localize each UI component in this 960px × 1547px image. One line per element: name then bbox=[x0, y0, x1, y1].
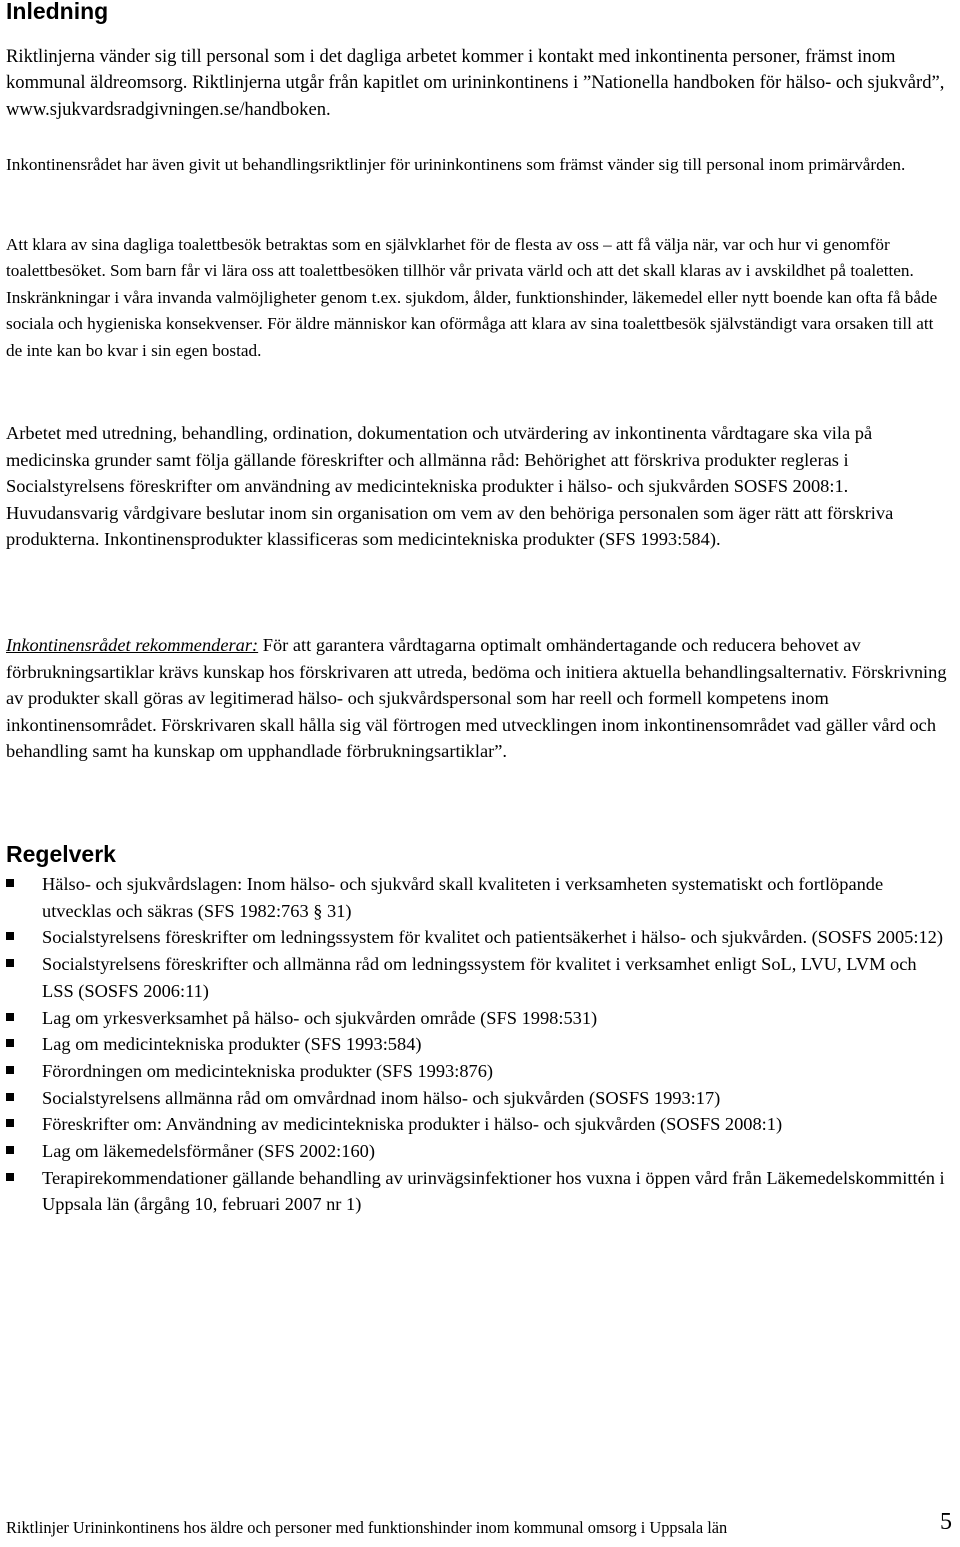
page-number: 5 bbox=[940, 1509, 952, 1535]
square-bullet-icon bbox=[6, 1119, 14, 1127]
square-bullet-icon bbox=[6, 1013, 14, 1021]
square-bullet-icon bbox=[6, 1066, 14, 1074]
square-bullet-icon bbox=[6, 879, 14, 887]
list-item: Lag om läkemedelsförmåner (SFS 2002:160) bbox=[6, 1138, 950, 1165]
paragraph-rekommendation bbox=[6, 632, 950, 765]
list-item: Förordningen om medicintekniska produkter (SFS 1993:876) bbox=[6, 1058, 950, 1085]
recommendation-text: För att garantera vårdtagarna optimalt omhändertagande och reducera behovet av förbrukningsartiklar krävs kunskap hos förskrivaren att utreda, bedöma och initiera aktuella behandlingsalternativ. Förskrivning av produkter skall göras av legitimerad hälso- och sjukvårdspersonal som har reell och formell kompetens inom inkontinensområdet. Förskrivaren skall hålla sig väl förtrogen med utvecklingen inom inkontinensområdet vad gäller vård och behandling samt ha kunskap om upphandlade förbrukningsartiklar”. bbox=[6, 635, 947, 762]
list-item: Socialstyrelsens föreskrifter och allmänna råd om ledningssystem för kvalitet i verksamhet enligt SoL, LVU, LVM och LSS (SOSFS 2006:11) bbox=[6, 951, 950, 1004]
square-bullet-icon bbox=[6, 1093, 14, 1101]
list-item: Lag om medicintekniska produkter (SFS 1993:584) bbox=[6, 1031, 950, 1058]
square-bullet-icon bbox=[6, 959, 14, 967]
paragraph-arbetet-part1: Arbetet med utredning, behandling, ordination, dokumentation och utvärdering av inkontinenta vårdtagare ska vila på medicinska grunder samt följa gällande föreskrifter och allmänna råd: Behörighet att förskriva produkter regleras i Socialstyrelsens föreskrifter om användning av medicintekniska produkter i hälso- och sjukvården SOSFS 2008:1. bbox=[6, 423, 873, 497]
square-bullet-icon bbox=[6, 932, 14, 940]
list-item: Socialstyrelsens allmänna råd om omvårdnad inom hälso- och sjukvården (SOSFS 1993:17) bbox=[6, 1085, 950, 1112]
list-item: Hälso- och sjukvårdslagen: Inom hälso- och sjukvård skall kvaliteten i verksamheten systematiskt och fortlöpande utvecklas och säkras (SFS 1982:763 § 31) bbox=[6, 871, 950, 924]
paragraph-toalettbesok: Att klara av sina dagliga toalettbesök betraktas som en självklarhet för de flesta av oss – att få välja när, var och hur vi genomför toalettbesöket. Som barn får vi lära oss att toalettbesöken tillhör vår privata värld och att det skall klaras av i avskildhet på toaletten. Inskränkningar i våra invanda valmöjligheter genom t.ex. sjukdom, ålder, funktionshinder, läkemedel eller nytt boende kan ofta få både sociala och hygieniska konsekvenser. För äldre människor kan oförmåga att klara av sina toalettbesök självständigt vara orsaken till att de inte kan bo kvar i sin egen bostad. bbox=[6, 235, 938, 360]
regelverk-list bbox=[6, 871, 950, 1218]
square-bullet-icon bbox=[6, 1146, 14, 1154]
page-footer bbox=[6, 1509, 952, 1539]
paragraph-arbetet bbox=[6, 420, 950, 553]
document-page bbox=[6, 0, 950, 1547]
paragraph-arbetet-part2: Huvudansvarig vårdgivare beslutar inom sin organisation om vem av den behöriga personalen som äger rätt att förskriva produkterna. Inkontinensprodukter klassificeras som medicintekniska produkter (SFS 1993:584). bbox=[6, 502, 894, 550]
paragraph-inkontinensradet: Inkontinensrådet har även givit ut behandlingsriktlinjer för urininkontinens som främst vänder sig till personal inom primärvården. bbox=[6, 155, 906, 174]
list-item: Lag om yrkesverksamhet på hälso- och sjukvården område (SFS 1998:531) bbox=[6, 1005, 950, 1032]
footer-text: Riktlinjer Urininkontinens hos äldre och personer med funktionshinder inom kommunal omsorg i Uppsala län bbox=[6, 1518, 728, 1537]
recommendation-lead: Inkontinensrådet rekommenderar: bbox=[6, 635, 259, 655]
heading-regelverk: Regelverk bbox=[6, 841, 116, 867]
square-bullet-icon bbox=[6, 1039, 14, 1047]
square-bullet-icon bbox=[6, 1173, 14, 1181]
heading-inledning: Inledning bbox=[6, 0, 109, 24]
list-item: Föreskrifter om: Användning av medicintekniska produkter i hälso- och sjukvården (SOSFS 2008:1) bbox=[6, 1111, 950, 1138]
list-item: Terapirekommendationer gällande behandling av urinvägsinfektioner hos vuxna i öppen vård från Läkemedelskommittén i Uppsala län (årgång 10, februari 2007 nr 1) bbox=[6, 1165, 950, 1218]
paragraph-intro: Riktlinjerna vänder sig till personal som i det dagliga arbetet kommer i kontakt med inkontinenta personer, främst inom kommunal äldreomsorg. Riktlinjerna utgår från kapitlet om urininkontinens i ”Nationella handboken för hälso- och sjukvård”, www.sjukvardsradgivningen.se/handboken. bbox=[6, 46, 945, 120]
list-item: Socialstyrelsens föreskrifter om ledningssystem för kvalitet och patientsäkerhet i hälso- och sjukvården. (SOSFS 2005:12) bbox=[6, 924, 950, 951]
